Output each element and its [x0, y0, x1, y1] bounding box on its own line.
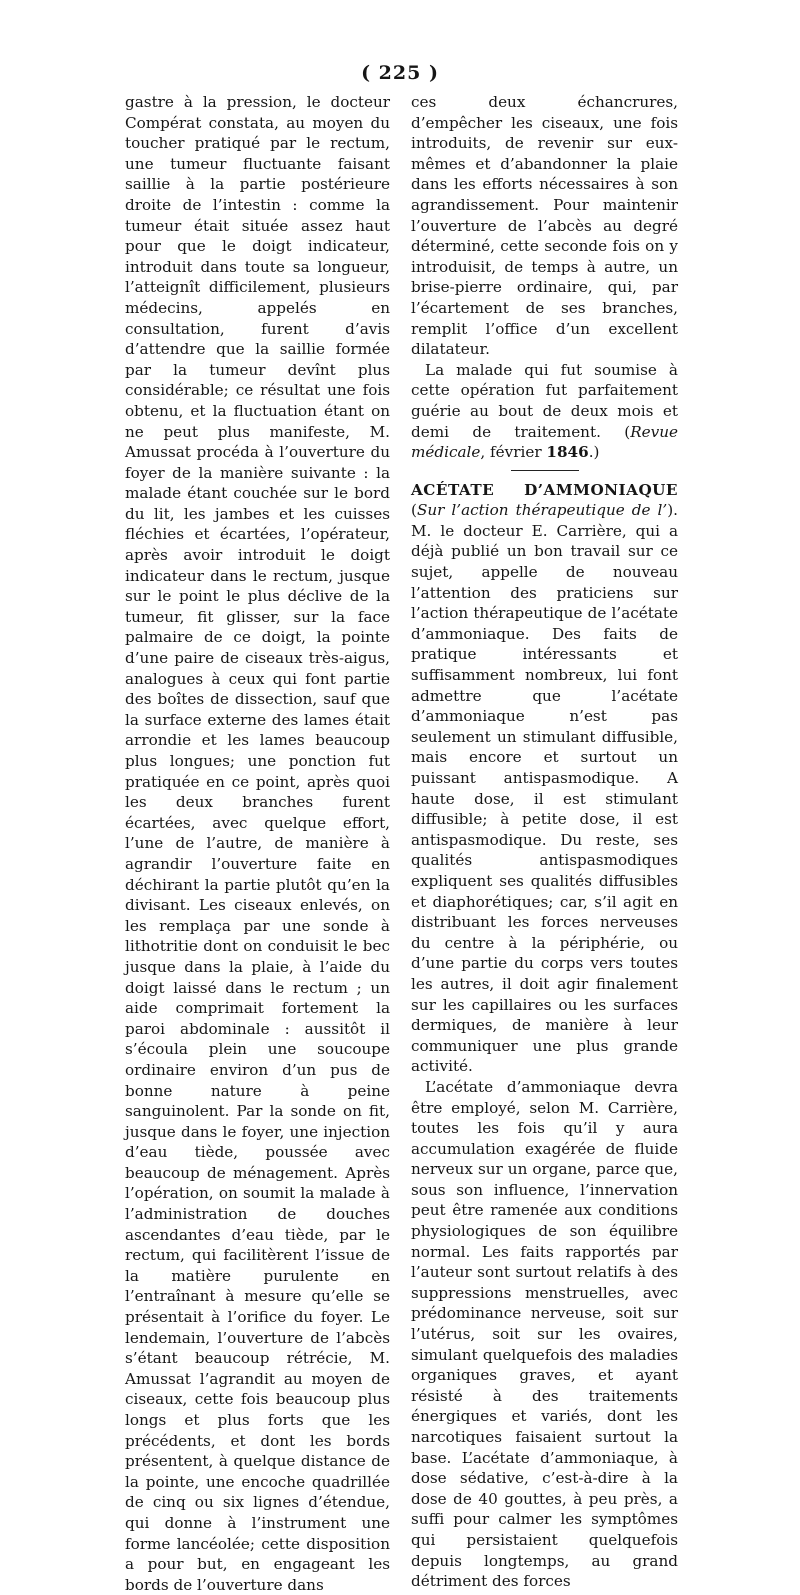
left-column-text: gastre à la pression, le docteur Compérat constata, au moyen du toucher pratiqué par le rectum, une tumeur fluctuante faisant saillie à la partie postérieure droite de l’intestin : comme la tumeur était située assez haut pour que le doigt indicateur, introduit dans toute sa longueur, l’atteignît difficilement, plusieurs médecins, appelés en consultation, furent d’avis d’attendre que la saillie formée par la tumeur devînt plus considérable; ce résultat une fois obtenu, et la fluctuation étant on ne peut plus manifeste, M. Amussat procéda à l’ouverture du foyer de la manière suivante : la malade étant couchée sur le bord du lit, les jambes et les cuisses fléchies et écartées, l’opérateur, après avoir introduit le doigt indicateur dans le rectum, jusque sur le point le plus déclive de la tumeur, fit glisser, sur la face palmaire de ce doigt, la pointe d’une paire de ciseaux très-aigus, analogues à ceux qui font partie des boîtes de dissection, sauf que la surface externe des lames était arrondie et les lames beaucoup plus longues; une ponction fut pratiquée en ce point, après quoi les deux branches furent écartées, avec quelque effort, l’une de l’autre, de manière à agrandir l’ouverture faite en déchirant la partie plutôt qu’en la divisant. Les ciseaux enlevés, on les remplaça par une sonde à lithotritie dont on conduisit le bec jusque dans la plaie, à l’aide du doigt laissé dans le rectum ; un aide comprimait fortement la paroi abdominale : aussitôt il s’écoula plein une soucoupe ordinaire environ d’un pus de bonne nature à peine sanguinolent. Par la sonde on fit, jusque dans le foyer, une injection d’eau tiède, poussée avec beaucoup de ménagement. Après l’opération, on soumit la malade à l’administration de douches ascendantes d’eau tiède, par le rectum, qui facilitèrent l’issue de la matière purulente en l’entraînant à mesure qu’elle se présentait à l’orifice du foyer. Le lendemain, l’ouverture de l’abcès s’étant beaucoup rétrécie, M. Amussat l’agrandit au moyen de ciseaux, cette fois beaucoup plus longs et plus forts que les précédents, et dont les bords présentent, à quelque distance de la pointe, une encoche quadrillée de cinq ou six lignes d’étendue, qui donne à l’instrument une forme lancéolée; cette disposition a pour but, en engageant les bords de l’ouverture dans — [125, 93, 390, 1594]
section-divider — [511, 470, 579, 471]
paragraph-article-intro — [411, 480, 678, 1077]
paragraph-outcome — [411, 360, 678, 463]
paragraph-continuation: ces deux échancrures, d’empêcher les ciseaux, une fois introduits, de revenir sur eux-mêmes et d’abandonner la plaie dans les efforts nécessaires à son agrandissement. Pour maintenir l’ouverture de l’abcès au degré déterminé, cette seconde fois on y introduisit, de temps à autre, un brise-pierre ordinaire, qui, par l’écartement de ses branches, remplit l’office d’un excellent dilatateur. — [411, 93, 678, 359]
article-title: ACÉTATE D’AMMONIAQUE — [411, 480, 678, 499]
subtitle-close: ). — [667, 501, 678, 520]
reference-year: 1846 — [546, 443, 589, 462]
page-number: ( 225 ) — [361, 62, 439, 84]
ref-close: .) — [588, 443, 600, 462]
paragraph-indications: L’acétate d’ammoniaque devra être employé, selon M. Carrière, toutes les fois qu’il y aura accumulation exagérée de fluide nerveux sur un organe, parce que, sous son influence, l’innervation peut être ramenée aux conditions physiologiques de son équilibre normal. Les faits rapportés par l’auteur sont surtout relatifs à des suppressions menstruelles, avec prédominance nerveuse, soit sur l’utérus, soit sur les ovaires, simulant quelquefois des maladies organiques graves, et ayant résisté à des traitements énergiques et variés, dont les narcotiques faisaient surtout la base. L’acétate d’ammoniaque, à dose sédative, c’est-à-dire à la dose de 40 gouttes, à peu près, a suffi pour calmer les symptômes qui persistaient quelquefois depuis longtemps, au grand détriment des forces — [411, 1077, 678, 1591]
ref-open: ( — [600, 422, 631, 441]
article-intro-text: M. le docteur E. Carrière, qui a déjà publié un bon travail sur ce sujet, appelle de nouveau l’attention des praticiens sur l’action thérapeutique de l’acétate d’ammoniaque. Des faits de pratique intéressants et suffisamment nombreux, lui font admettre que l’acétate d’ammoniaque n’est pas seulement un stimulant diffusible, mais encore et surtout un puissant antispasmodique. A haute dose, il est stimulant diffusible; à petite dose, il est antispasmodique. Du reste, ses qualités antispasmodiques expliquent ses qualités diffusibles et diaphorétiques; car, s’il agit en distribuant les forces nerveuses du centre à la périphérie, ou d’une partie du corps vers toutes les autres, il doit agir finalement sur les capillaires ou les surfaces dermiques, de manière à leur communiquer une plus grande activité. — [411, 521, 678, 1076]
outcome-text: La malade qui fut soumise à cette opération fut parfaitement guérie au bout de deux mois et demi de traitement. — [411, 360, 678, 441]
ref-mid: , février — [480, 443, 547, 462]
left-column — [125, 92, 390, 1595]
subtitle-open: ( — [411, 501, 417, 520]
reference-journal: Revue médicale — [411, 422, 678, 462]
right-column — [411, 92, 678, 1592]
article-subtitle: Sur l’action thérapeutique de l’ — [416, 501, 668, 520]
